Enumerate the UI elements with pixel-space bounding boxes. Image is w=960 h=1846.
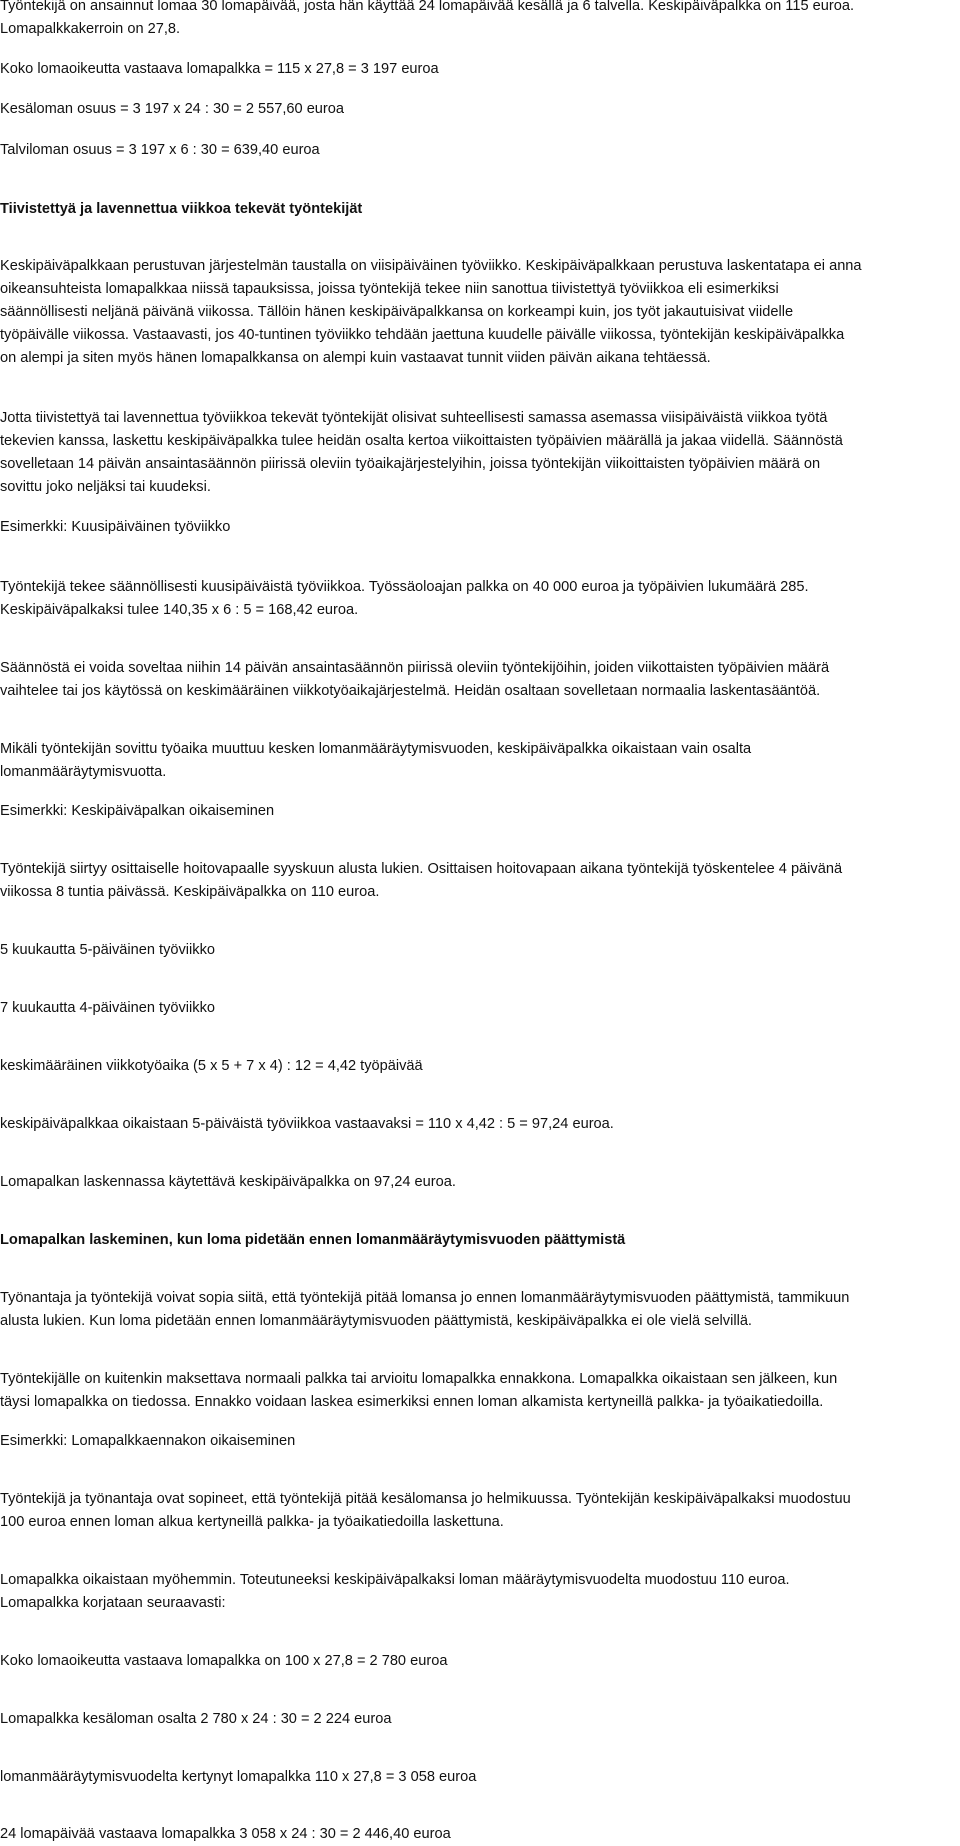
paragraph-line: vaihtelee tai jos käytössä on keskimääräinen viikkotyöaikajärjestelmä. Heidän osaltaan sovelletaan normaalia laskentasääntöä. <box>0 683 821 699</box>
paragraph-line: täysi lomapalkka on tiedossa. Ennakko voidaan laskea esimerkiksi ennen loman alkamista kertyneillä palkka- ja työaikatiedoilla. <box>0 1394 824 1410</box>
example-heading: Esimerkki: Lomapalkkaennakon oikaiseminen <box>0 1433 296 1449</box>
calculation-line: 7 kuukautta 4-päiväinen työviikko <box>0 1000 215 1016</box>
section-heading: Tiivistettyä ja lavennettua viikkoa tekevät työntekijät <box>0 201 363 217</box>
paragraph-line: Työntekijä siirtyy osittaiselle hoitovapaalle syyskuun alusta lukien. Osittaisen hoitovapaan aikana työntekijä työskentelee 4 päivänä <box>0 861 843 877</box>
paragraph-line: viikossa 8 tuntia päivässä. Keskipäiväpalkka on 110 euroa. <box>0 884 380 900</box>
paragraph-line: sovittu joko neljäksi tai kuudeksi. <box>0 479 211 495</box>
section-heading: Lomapalkan laskeminen, kun loma pidetään ennen lomanmääräytymisvuoden päättymistä <box>0 1232 626 1248</box>
paragraph-line: Keskipäiväpalkaksi tulee 140,35 x 6 : 5 = 168,42 euroa. <box>0 602 359 618</box>
paragraph-line: Keskipäiväpalkkaan perustuvan järjestelmän taustalla on viisipäiväinen työviikko. Keskipäiväpalkkaan perustuva laskentatapa ei anna <box>0 258 862 274</box>
calculation-line: lomanmääräytymisvuodelta kertynyt lomapalkka 110 x 27,8 = 3 058 euroa <box>0 1769 477 1785</box>
paragraph-line: sovelletaan 14 päivän ansaintasäännön piirissä oleviin työaikajärjestelyihin, joissa työntekijän viikoittaisten työpäivien määrä on <box>0 456 821 472</box>
calculation-line: Koko lomaoikeutta vastaava lomapalkka on 100 x 27,8 = 2 780 euroa <box>0 1653 448 1669</box>
example-heading: Esimerkki: Keskipäiväpalkan oikaiseminen <box>0 803 275 819</box>
calculation-line: Lomapalkan laskennassa käytettävä keskipäiväpalkka on 97,24 euroa. <box>0 1174 456 1190</box>
calculation-line: Kesäloman osuus = 3 197 x 24 : 30 = 2 557,60 euroa <box>0 101 345 117</box>
paragraph-line: työpäivälle viikossa. Vastaavasti, jos 40-tuntinen työviikko tehdään jaettuna kuudelle päivälle viikossa, työntekijän keskipäiväpalkka <box>0 327 845 343</box>
calculation-line: keskimääräinen viikkotyöaika (5 x 5 + 7 x 4) : 12 = 4,42 työpäivää <box>0 1058 423 1074</box>
paragraph-line: Työntekijä ja työnantaja ovat sopineet, että työntekijä pitää kesälomansa jo helmikuussa. Työntekijän keskipäiväpalkaksi muodostuu <box>0 1491 851 1507</box>
paragraph-line: Lomapalkkakerroin on 27,8. <box>0 21 181 37</box>
example-heading: Esimerkki: Kuusipäiväinen työviikko <box>0 519 231 535</box>
paragraph-line: Lomapalkka korjataan seuraavasti: <box>0 1595 226 1611</box>
paragraph-line: 100 euroa ennen loman alkua kertyneillä palkka- ja työaikatiedoilla laskettuna. <box>0 1514 504 1530</box>
calculation-line: keskipäiväpalkkaa oikaistaan 5-päiväistä työviikkoa vastaavaksi = 110 x 4,42 : 5 = 97,24 euroa. <box>0 1116 614 1132</box>
paragraph-line: oikeansuhteista lomapalkkaa niissä tapauksissa, joissa työntekijä tekee niin sanottua tiivistettyä työviikkoa eli esimerkiksi <box>0 281 779 297</box>
calculation-line: 24 lomapäivää vastaava lomapalkka 3 058 x 24 : 30 = 2 446,40 euroa <box>0 1826 451 1842</box>
calculation-line: Koko lomaoikeutta vastaava lomapalkka = 115 x 27,8 = 3 197 euroa <box>0 61 439 77</box>
paragraph-line: Mikäli työntekijän sovittu työaika muuttuu kesken lomanmääräytymisvuoden, keskipäiväpalkka oikaistaan vain osalta <box>0 741 752 757</box>
paragraph-line: Työntekijälle on kuitenkin maksettava normaali palkka tai arvioitu lomapalkka ennakkona. Lomapalkka oikaistaan sen jälkeen, kun <box>0 1371 838 1387</box>
paragraph-line: säännöllisesti neljänä päivänä viikossa. Tällöin hänen keskipäiväpalkkansa on korkeampi kuin, jos työt jakautuisivat viidelle <box>0 304 794 320</box>
paragraph-line: alusta lukien. Kun loma pidetään ennen lomanmääräytymisvuoden päättymistä, keskipäiväpalkka ei ole vielä selvillä. <box>0 1313 752 1329</box>
paragraph-line: Työntekijä tekee säännöllisesti kuusipäiväistä työviikkoa. Työssäoloajan palkka on 40 000 euroa ja työpäivien lukumäärä 285. <box>0 579 809 595</box>
paragraph-line: Lomapalkka oikaistaan myöhemmin. Toteutuneeksi keskipäiväpalkaksi loman määräytymisvuodelta muodostuu 110 euroa. <box>0 1572 790 1588</box>
paragraph-line: lomanmääräytymisvuotta. <box>0 764 167 780</box>
paragraph-line: Työntekijä on ansainnut lomaa 30 lomapäivää, josta hän käyttää 24 lomapäivää kesällä ja 6 talvella. Keskipäiväpalkka on 115 euroa. <box>0 0 855 14</box>
paragraph-line: Jotta tiivistettyä tai lavennettua työviikkoa tekevät työntekijät olisivat suhteellisesti samassa asemassa viisipäiväistä viikkoa työtä <box>0 410 828 426</box>
paragraph-line: tekevien kanssa, laskettu keskipäiväpalkka tulee heidän osalta kertoa viikoittaisten työpäivien määrällä ja jakaa viidellä. Säännöstä <box>0 433 843 449</box>
paragraph-line: on alempi ja siten myös hänen lomapalkkansa on alempi kuin vastaavat tunnit viiden päivän aikana tehtäessä. <box>0 350 711 366</box>
calculation-line: Lomapalkka kesäloman osalta 2 780 x 24 : 30 = 2 224 euroa <box>0 1711 392 1727</box>
calculation-line: Talviloman osuus = 3 197 x 6 : 30 = 639,40 euroa <box>0 142 320 158</box>
paragraph-line: Työnantaja ja työntekijä voivat sopia siitä, että työntekijä pitää lomansa jo ennen lomanmääräytymisvuoden päättymistä, tammikuun <box>0 1290 850 1306</box>
calculation-line: 5 kuukautta 5-päiväinen työviikko <box>0 942 215 958</box>
paragraph-line: Säännöstä ei voida soveltaa niihin 14 päivän ansaintasäännön piirissä oleviin työntekijöihin, joiden viikottaisten työpäivien määrä <box>0 660 830 676</box>
